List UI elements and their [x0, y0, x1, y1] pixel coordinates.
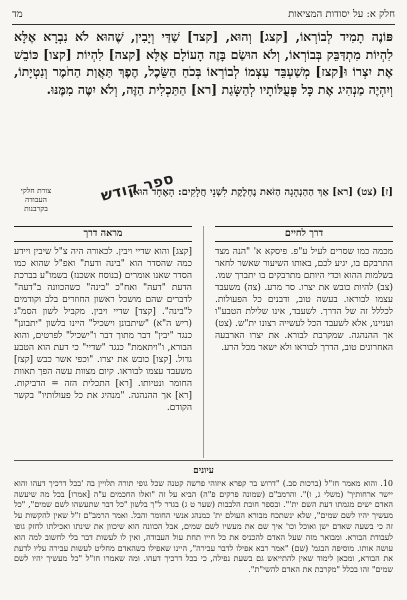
- column-divider: [203, 226, 204, 458]
- left-column-body: [קצג] והוא שדיי ויבין. לכאורה היה צ"ל שיבין ויידע כמה שהסדר הוא "בינה ודעת" ואפ"ל שהוא כמו הסדר שאנו אומרים (בנוסח אשכנז) בשמו"ע בברכת הדעת "דעה" ואח"כ "בינה" כשהכוונה ב"דעה" לדברים שהם מושכל ראשון החוזרים בלב וקודמים ל"בינה". [קצד] שדיי ויבין. מקביל לשון הסמ"ג (ריש ה"א) "שיתבונן וישכיל" היינו בלשון "יתבונן" כנגד "יבין" דבר מתוך דבר ו"ישכיל" לפרטים, והוא הבורא, ו"ויתאמת" כנגד "שדיי" כי דעת הוא הטבע גדול. [קצו] כובש את יצרו. "וכפי אשר כבש [קצז] משעבד עצמו לבוראו. קיום מצוות עשה הפך תאוות החומר ונטיותו. [רא] התכלית הזה = הדביקות. [רא] אך ההנהגה. "מנהיג את כל פעולותיו" בקשר הקודם.: [14, 247, 192, 413]
- side-note: צורת חלקי העבודה בקרבנות: [20, 186, 52, 213]
- main-text: פּוֹנֶה תָמִיד לְבוֹרְאוֹ, [קצג] וְהוּא, [קצד] שַׁדַּי וְיָבִין, שֶׁהוּא לֹא נִבְרָא אֶלָּא לִהְיוֹת מִתְדַּבֵּק בְּבוֹרְאוֹ, וְלֹא הוּשַׂם בָּזֶה הָעוֹלָם אֶלָּא [קצה] לִהְיוֹת [קצו] כּוֹבֵשׁ אֶת יִצְרוֹ וּ[קצז] מְשַׁעְבֵּד עַצְמוֹ לְבוֹרְאוֹ בְּכֹחַ הַשֵּׂכֶל, הֶפֶךְ תַּאֲוַת הַחֹמֶר וְנִטְיָתוֹ, וְיִהְיֶה מַנְהִיג אֶת כָּל פְּעֻלּוֹתָיו לְהַשָּׂגַת [רא] הַתַּכְלִית הַזֶּה, וְלֹא יִטֶּה מִמֶּנּוּ.: [14, 29, 393, 97]
- right-column: [215, 226, 393, 354]
- page-header: [12, 6, 395, 22]
- right-column-body: מכמה כמו שסרים לעיל ע"פ. פיסקא א' "הנה מצד התרבקם בו, יגיע לכם, באותו השיעור שאשר לחאר בשלמות ההוא וכדי היותם מתרבקים בו יתברך שמו. (צב) להיות כובש את יצרו. סר מרע. (צה) משעבד עצמו לבוראו. בעשה טוב, ודבנים כל הפעולות. לכללל זה של הדרך. לשעבד, אינו שלילת הטבע"ו ועניינו, אלא לשעבד הכל לעשייה רצונו ית"ש. (צט) אך ההנהגה. שמקרבת לבורא. את יצרו הארבעה האחרונים טוב, הדרך לבוראו ולא ישאר מכל הרע.: [215, 247, 393, 353]
- library-stamp: ספר קודש: [98, 169, 176, 205]
- section-text: [ז] (צט) [רא] אַךְ הַהַנְהָגָה הַזֹּאת נֶחְלֶקֶת לִשְׁנֵי חֲלָקִים: הָאֶחָד הוּא: [133, 187, 393, 198]
- footnotes-body: 10. והוא מאמר חז"ל (ברכות סב.) "דרוש בר קפרא איזוהי פרשה קטנה שכל גופי תורה תלויין בה 'בכל דרכיך דעהו והוא יישר ארחותיך' (משלי ג, ו)". והרמב"ם (שמונה פרקים פ"ה) הביא על זה "ואלו החכמים ע"ה [אמרו] בכל מה שיעשה האדם ישים מגמתו דעת השם ית'". ובספר חובת הלבבות (שער ט ג) בגדר ל"ך בלשון "כל דבר שתעשהו לשם שמים", "כל מעשיך יהיו לשם שמים", שלא ינשתכח מבורא העולם ית' כמנהג אנשי החומר והבל. ואמר הרמב"ם ז"ל שאין להקשות על זה כי בשעה שאדם ישן ואוכל וכו' איך שם את מעשיו לשם שמים, אבל הכוונה הוא שיכוון את שינתו ואכילתו לחזק גופו לעבודת הבורא. ומבואר מזה שעל האדם להכניס את כל חייו תחת עול העבודה, ואין לו לעשות דבר בלי לחשוב למה הוא עושה אותו. מוסיפה הבגמ' (שם) "אמר רבא אפילו לדבר עבירה", היינו שאפילו כשהאדם מחליט לעשות עבירה עליו לדעת את הבורא, ומכאן לימוד שאין להתייאש גם בשעת נפילה, כי בכל דרכיך דעהו. ומה שאמרו חז"ל "כל מעשיך יהיו לשם שמים" זהו בכלל "מקרבת את האדם להשי"ת".: [14, 478, 394, 575]
- left-column-title: מראה דרך: [14, 226, 192, 242]
- footnotes: [14, 466, 393, 576]
- right-column-title: דרך לחיים: [215, 226, 393, 242]
- left-column: [14, 226, 192, 414]
- header-rule: [12, 24, 395, 25]
- section-row: [14, 186, 393, 224]
- footnotes-title: עיונים: [193, 466, 214, 476]
- page-number: מד: [12, 8, 23, 20]
- running-title: חלק א: על יסודות המציאות: [288, 8, 395, 20]
- footnote-rule: [14, 460, 393, 461]
